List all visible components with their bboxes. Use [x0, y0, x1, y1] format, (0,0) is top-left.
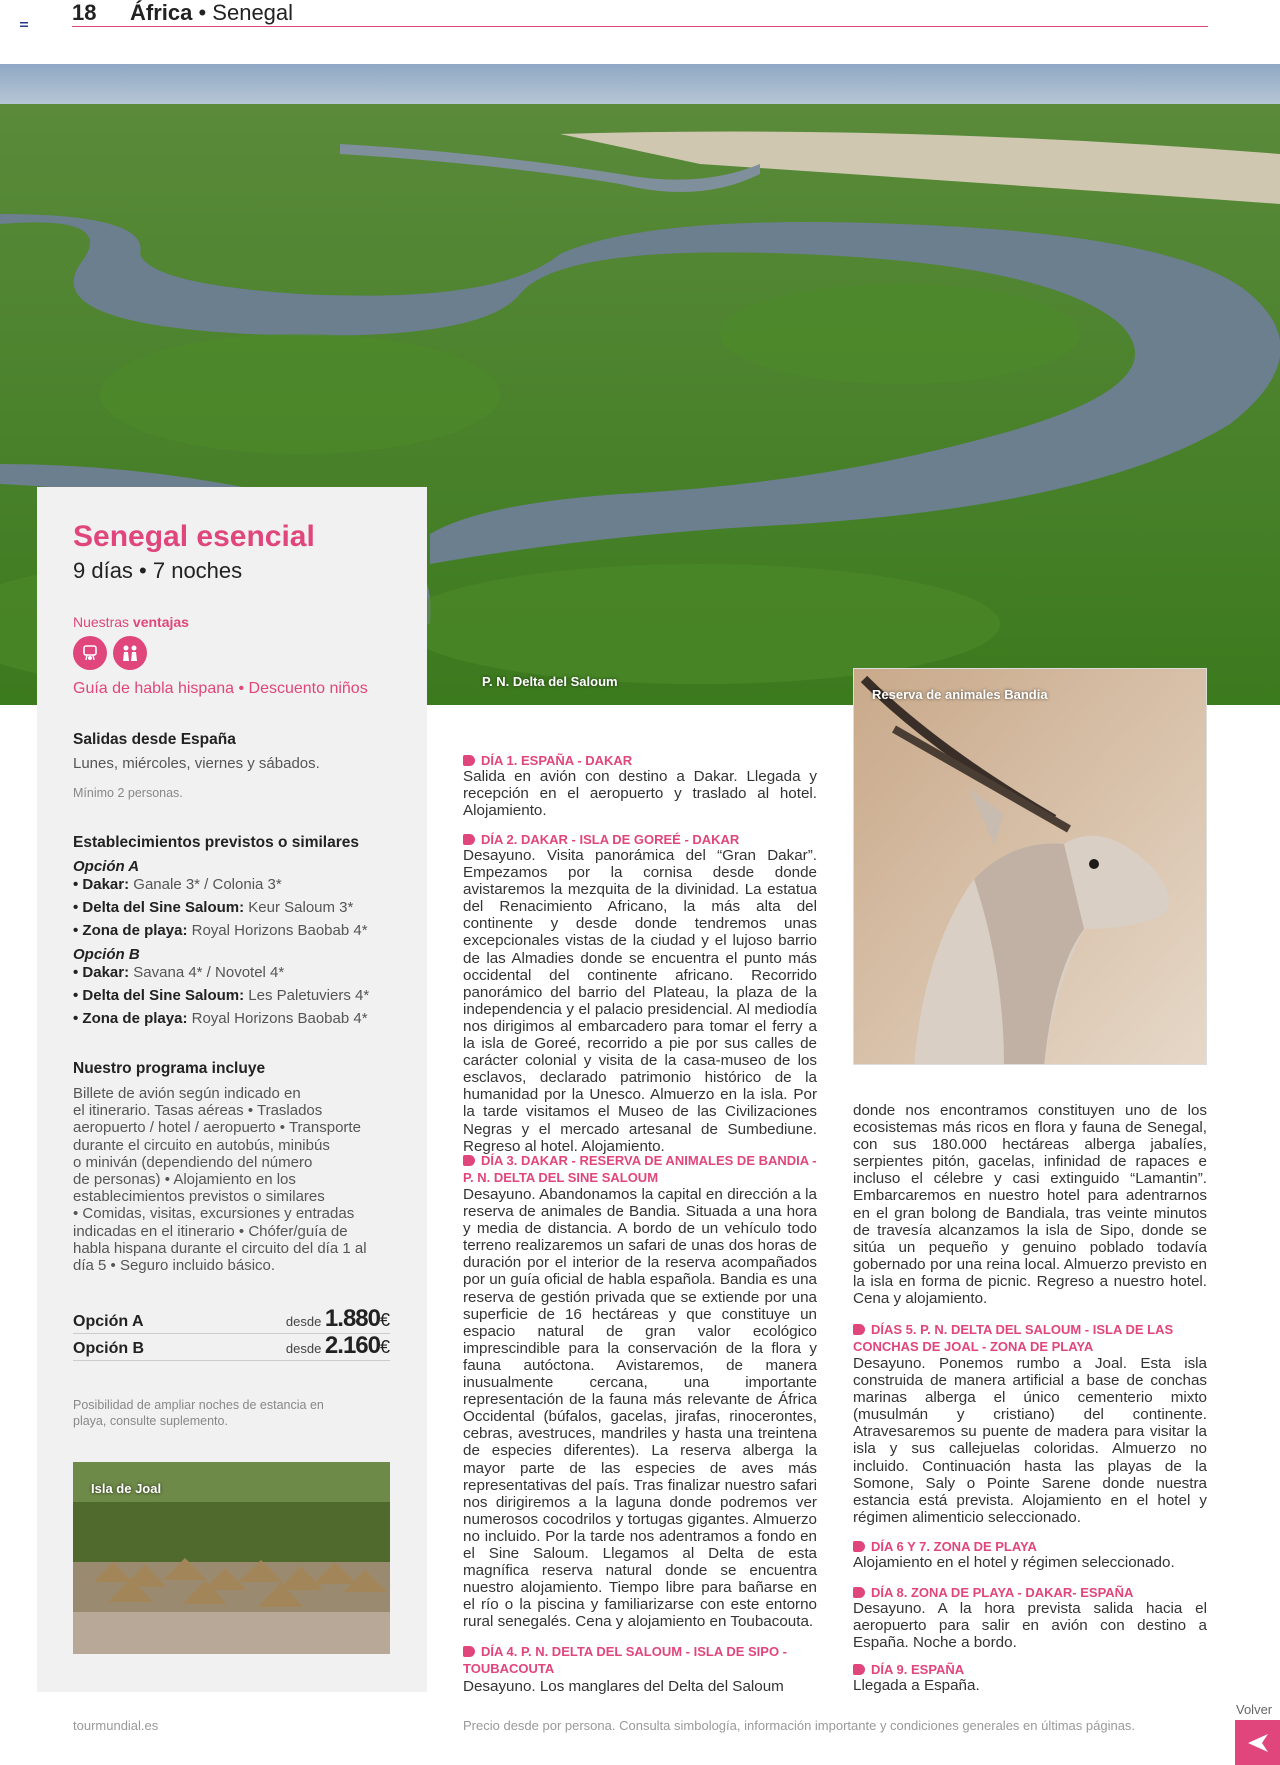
price-value-group: [286, 1332, 390, 1360]
day-8-heading: [853, 1584, 1207, 1601]
day-heading-text: DÍA 3. DAKAR - RESERVA DE ANIMALES DE BANDIA - P. N. DELTA DEL SINE SALOUM: [463, 1153, 817, 1185]
day-2-text: Desayuno. Visita panorámica del “Gran Dakar”. Empezamos por la cornisa desde donde avistaremos la mezquita de la divinidad. La estatua del Renacimiento Africano, la más alta del continente y desde donde tendremos unas excepcionales vistas de la ciudad y el lujoso barrio de las Almadies donde se encuentra el punto más occidental del continente africano. Recorrido panorámico del barrio del Plateau, la plaza de la independencia y el palacio presidencial. Al mediodía nos dirigimos al embarcadero para tomar el ferry a la isla de Goreé, recorrido a pie por sus calles de carácter colonial y visita de la casa-museo de los esclavos, declarado patrimonio histórico de la humanidad por la Unesco. Almuerzo en la isla. Por la tarde visitamos el Museo de las Civilizaciones Negras y el mercado artesanal de Sumbediune. Regreso al hotel. Alojamiento.: [463, 847, 817, 1155]
flag-icon: [20, 22, 28, 27]
hotel-line: [73, 899, 353, 916]
extension-note: Posibilidad de ampliar noches de estancia en playa, consulte suplemento.: [73, 1398, 324, 1428]
tag-icon: [853, 1541, 865, 1552]
advantages-bold: ventajas: [132, 614, 189, 630]
day-heading-text: DÍAS 5. P. N. DELTA DEL SALOUM - ISLA DE LAS CONCHAS DE JOAL - ZONA DE PLAYA: [853, 1322, 1174, 1354]
tag-icon: [463, 1646, 475, 1657]
hotel-place: • Zona de playa:: [73, 922, 188, 939]
option-a-heading: Opción A: [73, 858, 140, 875]
region-label: África: [130, 0, 193, 25]
country-label: Senegal: [212, 0, 294, 25]
hero-caption: P. N. Delta del Saloum: [482, 674, 618, 689]
footer-note: Precio desde por persona. Consulta simbología, información importante y condiciones generales en últimas páginas.: [463, 1718, 1136, 1733]
tag-icon: [853, 1664, 865, 1675]
hotel-name: Royal Horizons Baobab 4*: [187, 1010, 368, 1027]
bandia-reserve-caption: Reserva de animales Bandia: [872, 687, 1048, 702]
tag-icon: [463, 1155, 475, 1166]
hotel-line: [73, 922, 368, 939]
back-label: Volver: [1236, 1702, 1273, 1717]
minimum-text: Mínimo 2 personas.: [73, 786, 183, 800]
day-3-text: Desayuno. Abandonamos la capital en dirección a la reserva de animales de Bandia. Situada a una hora y media de distancia. A bordo de un vehículo todo terreno realizaremos un safari de unas dos horas de duración por el interior de la reserva acompañados por un guía oficial de habla española. Bandia es una reserva de gestión privada que se extiende por una superficie de 16 hectáreas y que constituye un espacio natural de gran valor ecológico imprescindible para la conservación de la flora y fauna autóctona. Avistaremos, de manera inusualmente cercana, una importante representación de la fauna más relevante de África Occidental (búfalos, gacelas, jirafas, rinocerontes, cebras, avestruces, mandriles y hasta una treintena de especies diferentes). La reserva alberga la mayor parte de las especies de aves más representativas del país. Tras finalizar nuestro safari nos dirigiremos a la laguna donde podremos ver numerosos cocodrilos y tortugas gigantes. Almuerzo no incluido. Por la tarde nos adentramos a fondo en el Sine Saloum. Llegamos al Delta de esta magnífica reserva natural donde se encuentra nuestro alojamiento. Tiempo libre para bañarse en el río o la piscina y familiarizarse con este entorno rural senegalés. Cena y alojamiento en Toubacouta.: [463, 1186, 817, 1631]
day-heading-text: DÍA 6 Y 7. ZONA DE PLAYA: [871, 1539, 1037, 1554]
website-link[interactable]: tourmundial.es: [73, 1718, 159, 1733]
departures-heading: Salidas desde España: [73, 731, 236, 748]
price-value: 1.880: [324, 1305, 380, 1332]
day-6-text: Alojamiento en el hotel y régimen seleccionado.: [853, 1554, 1175, 1571]
advantages-prefix: Nuestras: [73, 614, 133, 630]
includes-heading: Nuestro programa incluye: [73, 1060, 266, 1077]
day-4-heading: [463, 1643, 817, 1677]
day-heading-text: DÍA 1. ESPAÑA - DAKAR: [481, 753, 633, 768]
tag-icon: [853, 1587, 865, 1598]
hotel-place: • Delta del Sine Saloum:: [73, 987, 245, 1004]
tag-icon: [463, 755, 475, 766]
day-heading-text: DÍA 8. ZONA DE PLAYA - DAKAR- ESPAÑA: [871, 1585, 1134, 1600]
hotel-line: [73, 964, 284, 981]
day-heading-text: DÍA 4. P. N. DELTA DEL SALOUM - ISLA DE SIPO - TOUBACOUTA: [463, 1644, 788, 1676]
trip-title: Senegal esencial: [73, 520, 315, 553]
day-4-text: Desayuno. Los manglares del Delta del Saloum: [463, 1678, 784, 1695]
day-5-text: Desayuno. Ponemos rumbo a Joal. Esta isla construida de manera artificial a base de conchas marinas alberga el único cementerio mixto (musulmán y cristiano) del continente. Atravesaremos su puente de madera para visitar la isla y sus callejuelas coloridas. Almuerzo no incluido. Continuación hasta las playas de la Somone, Saly o Pointe Sarene donde nuestra estancia está prevista. Alojamiento en el hotel y régimen alimenticio seleccionado.: [853, 1355, 1207, 1526]
price-row-a: [73, 1305, 390, 1334]
day-4-continued-text: donde nos encontramos constituyen uno de los ecosistemas más ricos en flora y fauna de Senegal, con sus 180.000 hectáreas alberga jabalíes, serpientes pitón, gacelas, infinidad de rapaces e incluso el célebre y casi extinguido “Lamantin”. Embarcaremos en nuestro hotel para adentrarnos en el gran bolong de Bandiala, tras veinte minutos de travesía alcanzamos la isla de Sipo, donde se sitúa un pequeño y genuino poblado todavía gobernado por una reina local. Almuerzo previsto en la isla en forma de picnic. Regreso a nuestro hotel. Cena y alojamiento.: [853, 1102, 1207, 1308]
tag-icon: [463, 834, 475, 845]
advantages-text: Guía de habla hispana • Descuento niños: [73, 680, 368, 697]
guide-icon: [73, 636, 107, 670]
price-currency: €: [379, 1310, 390, 1330]
hotel-name: Ganale 3* / Colonia 3*: [129, 876, 282, 893]
trip-duration: 9 días • 7 noches: [73, 558, 243, 583]
page-number: 18: [72, 0, 97, 25]
heading-separator: •: [192, 0, 213, 25]
price-from: desde: [285, 1341, 325, 1356]
price-from: desde: [285, 1314, 325, 1329]
day-1-text: Salida en avión con destino a Dakar. Llegada y recepción en el aeropuerto y traslado al hotel. Alojamiento.: [463, 768, 817, 820]
price-value: 2.160: [324, 1332, 380, 1359]
option-b-heading: Opción B: [73, 946, 140, 963]
hotel-name: Les Paletuviers 4*: [244, 987, 370, 1004]
hotel-name: Savana 4* / Novotel 4*: [129, 964, 285, 981]
day-heading-text: DÍA 9. ESPAÑA: [871, 1662, 965, 1677]
day-3-heading: [463, 1152, 817, 1186]
hotel-name: Keur Saloum 3*: [244, 899, 354, 916]
hotel-place: • Delta del Sine Saloum:: [73, 899, 245, 916]
hotel-place: • Zona de playa:: [73, 1010, 188, 1027]
price-row-b: [73, 1332, 390, 1361]
hotel-line: [73, 987, 369, 1004]
tag-icon: [853, 1324, 865, 1335]
day-1-heading: [463, 752, 817, 769]
back-button[interactable]: [1235, 1720, 1280, 1765]
advantages-icons: [73, 636, 147, 670]
price-label: Opción B: [73, 1340, 145, 1357]
page-heading: [130, 0, 293, 26]
day-9-text: Llegada a España.: [853, 1677, 980, 1694]
price-value-group: [286, 1305, 390, 1333]
children-icon: [113, 636, 147, 670]
day-6-heading: [853, 1538, 1207, 1555]
bandia-reserve-photo: [853, 668, 1207, 1065]
hotel-line: [73, 876, 282, 893]
advantages-label: [73, 614, 189, 630]
hotel-place: • Dakar:: [73, 964, 130, 981]
day-heading-text: DÍA 2. DAKAR - ISLA DE GOREÉ - DAKAR: [481, 832, 740, 847]
header-rule: [72, 26, 1208, 27]
back-arrow-icon: [1246, 1732, 1270, 1754]
price-label: Opción A: [73, 1313, 144, 1330]
departures-text: Lunes, miércoles, viernes y sábados.: [73, 755, 320, 772]
day-9-heading: [853, 1661, 1207, 1678]
includes-text: Billete de avión según indicado en el itinerario. Tasas aéreas • Traslados aeropuerto / hotel / aeropuerto • Transporte durante el circuito en autobús, minibús o miniván (dependiendo del número de personas) • Alojamiento en los establecimientos previstos o similares • Comidas, visitas, excursiones y entradas indicadas en el itinerario • Chófer/guía de habla hispana durante el circuito del día 1 al día 5 • Seguro incluido básico.: [73, 1085, 367, 1275]
day-8-text: Desayuno. A la hora prevista salida hacia el aeropuerto para salir en avión con destino a España. Noche a bordo.: [853, 1600, 1207, 1652]
day-2-heading: [463, 831, 817, 848]
day-5-heading: [853, 1321, 1207, 1355]
hotel-line: [73, 1010, 368, 1027]
hotel-place: • Dakar:: [73, 876, 130, 893]
hotel-name: Royal Horizons Baobab 4*: [187, 922, 368, 939]
joal-island-caption: Isla de Joal: [91, 1481, 162, 1496]
price-currency: €: [379, 1337, 390, 1357]
hotels-heading: Establecimientos previstos o similares: [73, 834, 360, 851]
